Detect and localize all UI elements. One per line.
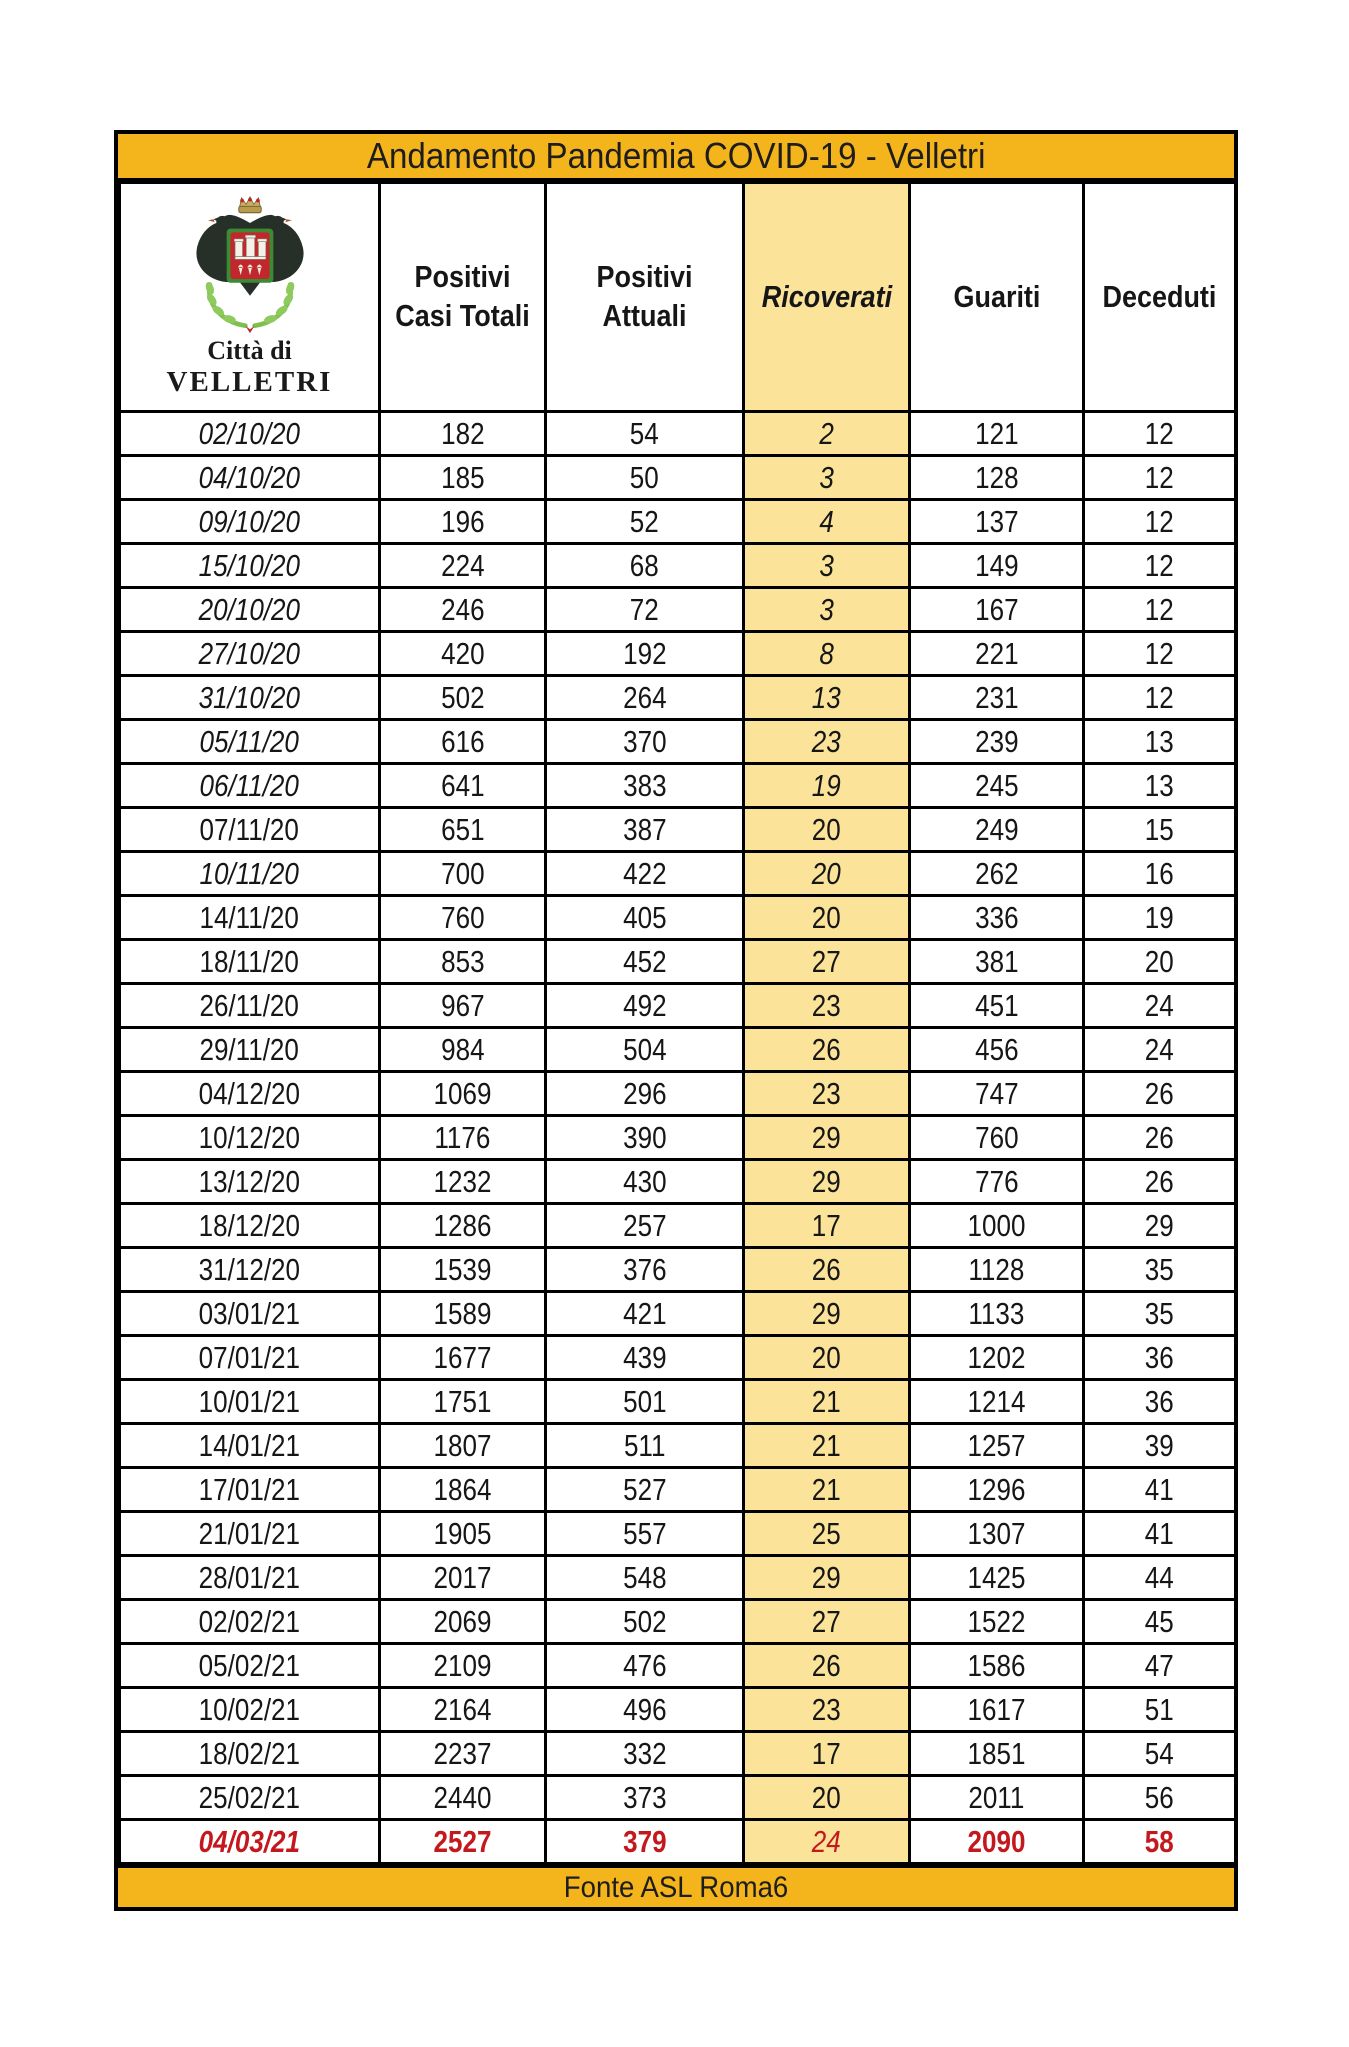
logo-text-citta-di: Città di	[207, 336, 292, 366]
cell-ricoverati: 3	[744, 588, 910, 632]
cell-guariti: 1257	[910, 1424, 1084, 1468]
cell-deceduti: 26	[1084, 1072, 1236, 1116]
cell-guariti: 1000	[910, 1204, 1084, 1248]
cell-ricoverati: 26	[744, 1644, 910, 1688]
cell-date: 20/10/20	[120, 588, 380, 632]
cell-ricoverati: 20	[744, 1776, 910, 1820]
cell-guariti: 451	[910, 984, 1084, 1028]
table-row	[120, 1160, 1236, 1204]
cell-positivi-casi-totali: 1807	[380, 1424, 546, 1468]
cell-positivi-attuali: 502	[546, 1600, 744, 1644]
cell-positivi-attuali: 72	[546, 588, 744, 632]
cell-deceduti: 36	[1084, 1380, 1236, 1424]
covid-table-sheet	[114, 130, 1238, 1911]
cell-positivi-attuali: 373	[546, 1776, 744, 1820]
table-row	[120, 896, 1236, 940]
table-row	[120, 1292, 1236, 1336]
cell-positivi-casi-totali: 1905	[380, 1512, 546, 1556]
table-title-bar	[118, 134, 1234, 181]
cell-positivi-casi-totali: 2237	[380, 1732, 546, 1776]
cell-positivi-casi-totali: 1677	[380, 1336, 546, 1380]
cell-deceduti: 15	[1084, 808, 1236, 852]
cell-ricoverati: 19	[744, 764, 910, 808]
cell-date: 28/01/21	[120, 1556, 380, 1600]
cell-positivi-attuali: 68	[546, 544, 744, 588]
cell-ricoverati: 23	[744, 1072, 910, 1116]
cell-date: 18/02/21	[120, 1732, 380, 1776]
cell-positivi-attuali: 504	[546, 1028, 744, 1072]
cell-date: 18/11/20	[120, 940, 380, 984]
cell-positivi-attuali: 376	[546, 1248, 744, 1292]
cell-ricoverati: 29	[744, 1160, 910, 1204]
cell-date: 14/01/21	[120, 1424, 380, 1468]
table-row	[120, 1468, 1236, 1512]
cell-positivi-attuali: 52	[546, 500, 744, 544]
cell-positivi-attuali: 192	[546, 632, 744, 676]
cell-guariti: 1128	[910, 1248, 1084, 1292]
cell-deceduti: 19	[1084, 896, 1236, 940]
cell-ricoverati: 17	[744, 1732, 910, 1776]
cell-deceduti: 12	[1084, 588, 1236, 632]
cell-positivi-attuali: 422	[546, 852, 744, 896]
cell-deceduti: 29	[1084, 1204, 1236, 1248]
table-row	[120, 588, 1236, 632]
cell-date: 29/11/20	[120, 1028, 380, 1072]
header-row	[120, 183, 1236, 412]
cell-deceduti: 12	[1084, 632, 1236, 676]
cell-ricoverati: 13	[744, 676, 910, 720]
cell-guariti: 1307	[910, 1512, 1084, 1556]
cell-date: 03/01/21	[120, 1292, 380, 1336]
cell-positivi-casi-totali: 984	[380, 1028, 546, 1072]
cell-positivi-casi-totali: 853	[380, 940, 546, 984]
cell-date: 07/01/21	[120, 1336, 380, 1380]
cell-guariti: 1296	[910, 1468, 1084, 1512]
cell-positivi-casi-totali: 1864	[380, 1468, 546, 1512]
cell-deceduti: 56	[1084, 1776, 1236, 1820]
cell-deceduti: 39	[1084, 1424, 1236, 1468]
cell-deceduti: 12	[1084, 456, 1236, 500]
cell-ricoverati: 20	[744, 896, 910, 940]
cell-guariti: 1214	[910, 1380, 1084, 1424]
cell-positivi-casi-totali: 967	[380, 984, 546, 1028]
source-note: Fonte ASL Roma6	[563, 1870, 789, 1904]
cell-guariti: 167	[910, 588, 1084, 632]
col-header-positivi-attuali: Positivi Attuali	[546, 183, 744, 412]
table-row	[120, 544, 1236, 588]
cell-positivi-attuali: 421	[546, 1292, 744, 1336]
cell-date: 04/10/20	[120, 456, 380, 500]
cell-ricoverati: 21	[744, 1468, 910, 1512]
cell-positivi-attuali: 383	[546, 764, 744, 808]
cell-date: 18/12/20	[120, 1204, 380, 1248]
cell-guariti: 262	[910, 852, 1084, 896]
cell-date: 31/12/20	[120, 1248, 380, 1292]
cell-positivi-attuali: 296	[546, 1072, 744, 1116]
table-row	[120, 984, 1236, 1028]
cell-guariti: 239	[910, 720, 1084, 764]
table-row	[120, 1556, 1236, 1600]
cell-deceduti: 35	[1084, 1292, 1236, 1336]
table-row	[120, 412, 1236, 456]
cell-ricoverati: 3	[744, 544, 910, 588]
cell-positivi-casi-totali: 2069	[380, 1600, 546, 1644]
cell-positivi-attuali: 257	[546, 1204, 744, 1248]
cell-guariti: 2011	[910, 1776, 1084, 1820]
table-row	[120, 1248, 1236, 1292]
table-row	[120, 1424, 1236, 1468]
table-footer-bar	[118, 1865, 1234, 1907]
table-row	[120, 1028, 1236, 1072]
cell-deceduti: 13	[1084, 720, 1236, 764]
cell-deceduti: 24	[1084, 984, 1236, 1028]
cell-positivi-casi-totali: 2109	[380, 1644, 546, 1688]
table-row	[120, 764, 1236, 808]
cell-ricoverati: 29	[744, 1556, 910, 1600]
cell-positivi-casi-totali: 641	[380, 764, 546, 808]
cell-date: 05/02/21	[120, 1644, 380, 1688]
cell-date: 02/10/20	[120, 412, 380, 456]
cell-positivi-attuali: 496	[546, 1688, 744, 1732]
cell-positivi-attuali: 501	[546, 1380, 744, 1424]
cell-deceduti: 51	[1084, 1688, 1236, 1732]
table-row	[120, 1688, 1236, 1732]
table-row	[120, 500, 1236, 544]
cell-date: 10/01/21	[120, 1380, 380, 1424]
cell-deceduti: 12	[1084, 500, 1236, 544]
table-row	[120, 456, 1236, 500]
cell-ricoverati: 17	[744, 1204, 910, 1248]
table-row	[120, 676, 1236, 720]
cell-ricoverati: 21	[744, 1380, 910, 1424]
cell-deceduti: 41	[1084, 1468, 1236, 1512]
cell-positivi-casi-totali: 1539	[380, 1248, 546, 1292]
table-row	[120, 1820, 1236, 1864]
velletri-coat-of-arms-icon	[189, 195, 311, 335]
cell-positivi-attuali: 405	[546, 896, 744, 940]
cell-positivi-attuali: 476	[546, 1644, 744, 1688]
cell-ricoverati: 20	[744, 808, 910, 852]
cell-deceduti: 13	[1084, 764, 1236, 808]
cell-deceduti: 16	[1084, 852, 1236, 896]
cell-positivi-attuali: 54	[546, 412, 744, 456]
table-row	[120, 1116, 1236, 1160]
cell-deceduti: 41	[1084, 1512, 1236, 1556]
table-row	[120, 940, 1236, 984]
city-logo	[121, 195, 378, 399]
cell-ricoverati: 3	[744, 456, 910, 500]
cell-guariti: 336	[910, 896, 1084, 940]
cell-positivi-casi-totali: 502	[380, 676, 546, 720]
cell-ricoverati: 27	[744, 1600, 910, 1644]
cell-positivi-casi-totali: 760	[380, 896, 546, 940]
cell-positivi-casi-totali: 700	[380, 852, 546, 896]
table-row	[120, 632, 1236, 676]
cell-guariti: 1851	[910, 1732, 1084, 1776]
table-row	[120, 720, 1236, 764]
cell-date: 06/11/20	[120, 764, 380, 808]
cell-positivi-casi-totali: 196	[380, 500, 546, 544]
cell-deceduti: 58	[1084, 1820, 1236, 1864]
table-row	[120, 1380, 1236, 1424]
table-row	[120, 1776, 1236, 1820]
cell-guariti: 128	[910, 456, 1084, 500]
cell-ricoverati: 20	[744, 1336, 910, 1380]
cell-date: 04/03/21	[120, 1820, 380, 1864]
cell-positivi-attuali: 379	[546, 1820, 744, 1864]
cell-date: 10/12/20	[120, 1116, 380, 1160]
cell-deceduti: 12	[1084, 676, 1236, 720]
col-header-ricoverati: Ricoverati	[744, 183, 910, 412]
cell-guariti: 245	[910, 764, 1084, 808]
cell-date: 25/02/21	[120, 1776, 380, 1820]
cell-positivi-casi-totali: 1176	[380, 1116, 546, 1160]
cell-positivi-casi-totali: 2440	[380, 1776, 546, 1820]
cell-positivi-attuali: 511	[546, 1424, 744, 1468]
cell-ricoverati: 2	[744, 412, 910, 456]
cell-guariti: 760	[910, 1116, 1084, 1160]
cell-deceduti: 45	[1084, 1600, 1236, 1644]
cell-guariti: 1425	[910, 1556, 1084, 1600]
cell-guariti: 231	[910, 676, 1084, 720]
table-row	[120, 852, 1236, 896]
cell-ricoverati: 23	[744, 984, 910, 1028]
cell-positivi-attuali: 548	[546, 1556, 744, 1600]
table-row	[120, 1512, 1236, 1556]
cell-ricoverati: 26	[744, 1248, 910, 1292]
cell-date: 13/12/20	[120, 1160, 380, 1204]
cell-positivi-casi-totali: 185	[380, 456, 546, 500]
cell-deceduti: 26	[1084, 1116, 1236, 1160]
cell-positivi-casi-totali: 420	[380, 632, 546, 676]
cell-positivi-casi-totali: 616	[380, 720, 546, 764]
cell-date: 07/11/20	[120, 808, 380, 852]
cell-positivi-casi-totali: 2527	[380, 1820, 546, 1864]
cell-guariti: 776	[910, 1160, 1084, 1204]
cell-positivi-casi-totali: 651	[380, 808, 546, 852]
cell-guariti: 221	[910, 632, 1084, 676]
cell-ricoverati: 29	[744, 1292, 910, 1336]
cell-positivi-casi-totali: 246	[380, 588, 546, 632]
cell-ricoverati: 24	[744, 1820, 910, 1864]
cell-positivi-casi-totali: 182	[380, 412, 546, 456]
logo-cell	[120, 183, 380, 412]
cell-positivi-attuali: 332	[546, 1732, 744, 1776]
cell-positivi-attuali: 452	[546, 940, 744, 984]
table-row	[120, 1336, 1236, 1380]
cell-date: 09/10/20	[120, 500, 380, 544]
cell-deceduti: 44	[1084, 1556, 1236, 1600]
cell-ricoverati: 23	[744, 720, 910, 764]
cell-ricoverati: 27	[744, 940, 910, 984]
cell-date: 10/11/20	[120, 852, 380, 896]
cell-guariti: 1133	[910, 1292, 1084, 1336]
cell-guariti: 1522	[910, 1600, 1084, 1644]
cell-positivi-attuali: 527	[546, 1468, 744, 1512]
cell-date: 15/10/20	[120, 544, 380, 588]
cell-deceduti: 47	[1084, 1644, 1236, 1688]
cell-date: 31/10/20	[120, 676, 380, 720]
cell-positivi-casi-totali: 1286	[380, 1204, 546, 1248]
cell-ricoverati: 29	[744, 1116, 910, 1160]
cell-date: 17/01/21	[120, 1468, 380, 1512]
cell-positivi-casi-totali: 2017	[380, 1556, 546, 1600]
cell-guariti: 2090	[910, 1820, 1084, 1864]
cell-positivi-casi-totali: 1232	[380, 1160, 546, 1204]
cell-deceduti: 12	[1084, 412, 1236, 456]
cell-date: 14/11/20	[120, 896, 380, 940]
cell-positivi-casi-totali: 1589	[380, 1292, 546, 1336]
cell-guariti: 456	[910, 1028, 1084, 1072]
cell-date: 05/11/20	[120, 720, 380, 764]
cell-guariti: 149	[910, 544, 1084, 588]
cell-ricoverati: 25	[744, 1512, 910, 1556]
cell-positivi-attuali: 430	[546, 1160, 744, 1204]
cell-deceduti: 54	[1084, 1732, 1236, 1776]
cell-ricoverati: 4	[744, 500, 910, 544]
cell-date: 10/02/21	[120, 1688, 380, 1732]
table-row	[120, 1644, 1236, 1688]
cell-ricoverati: 23	[744, 1688, 910, 1732]
table-row	[120, 1072, 1236, 1116]
cell-guariti: 1617	[910, 1688, 1084, 1732]
cell-guariti: 121	[910, 412, 1084, 456]
cell-positivi-attuali: 557	[546, 1512, 744, 1556]
cell-guariti: 381	[910, 940, 1084, 984]
cell-positivi-attuali: 370	[546, 720, 744, 764]
cell-deceduti: 35	[1084, 1248, 1236, 1292]
cell-guariti: 1586	[910, 1644, 1084, 1688]
cell-guariti: 137	[910, 500, 1084, 544]
cell-guariti: 249	[910, 808, 1084, 852]
cell-positivi-attuali: 387	[546, 808, 744, 852]
cell-guariti: 1202	[910, 1336, 1084, 1380]
cell-deceduti: 36	[1084, 1336, 1236, 1380]
cell-date: 02/02/21	[120, 1600, 380, 1644]
cell-ricoverati: 26	[744, 1028, 910, 1072]
col-header-positivi-casi-totali: Positivi Casi Totali	[380, 183, 546, 412]
table-row	[120, 808, 1236, 852]
covid-data-table	[118, 181, 1237, 1865]
cell-date: 27/10/20	[120, 632, 380, 676]
cell-positivi-attuali: 439	[546, 1336, 744, 1380]
cell-deceduti: 24	[1084, 1028, 1236, 1072]
cell-guariti: 747	[910, 1072, 1084, 1116]
col-header-deceduti: Deceduti	[1084, 183, 1236, 412]
cell-date: 04/12/20	[120, 1072, 380, 1116]
cell-positivi-casi-totali: 224	[380, 544, 546, 588]
table-row	[120, 1204, 1236, 1248]
cell-ricoverati: 20	[744, 852, 910, 896]
cell-positivi-attuali: 390	[546, 1116, 744, 1160]
cell-deceduti: 20	[1084, 940, 1236, 984]
col-header-guariti: Guariti	[910, 183, 1084, 412]
table-row	[120, 1600, 1236, 1644]
cell-ricoverati: 21	[744, 1424, 910, 1468]
cell-deceduti: 26	[1084, 1160, 1236, 1204]
logo-text-velletri: VELLETRI	[166, 365, 333, 398]
cell-date: 26/11/20	[120, 984, 380, 1028]
cell-ricoverati: 8	[744, 632, 910, 676]
table-title: Andamento Pandemia COVID-19 - Velletri	[366, 135, 986, 176]
cell-positivi-casi-totali: 1751	[380, 1380, 546, 1424]
table-row	[120, 1732, 1236, 1776]
cell-positivi-attuali: 50	[546, 456, 744, 500]
cell-positivi-attuali: 492	[546, 984, 744, 1028]
table-body	[120, 412, 1236, 1864]
cell-deceduti: 12	[1084, 544, 1236, 588]
cell-positivi-casi-totali: 2164	[380, 1688, 546, 1732]
cell-positivi-attuali: 264	[546, 676, 744, 720]
cell-positivi-casi-totali: 1069	[380, 1072, 546, 1116]
cell-date: 21/01/21	[120, 1512, 380, 1556]
